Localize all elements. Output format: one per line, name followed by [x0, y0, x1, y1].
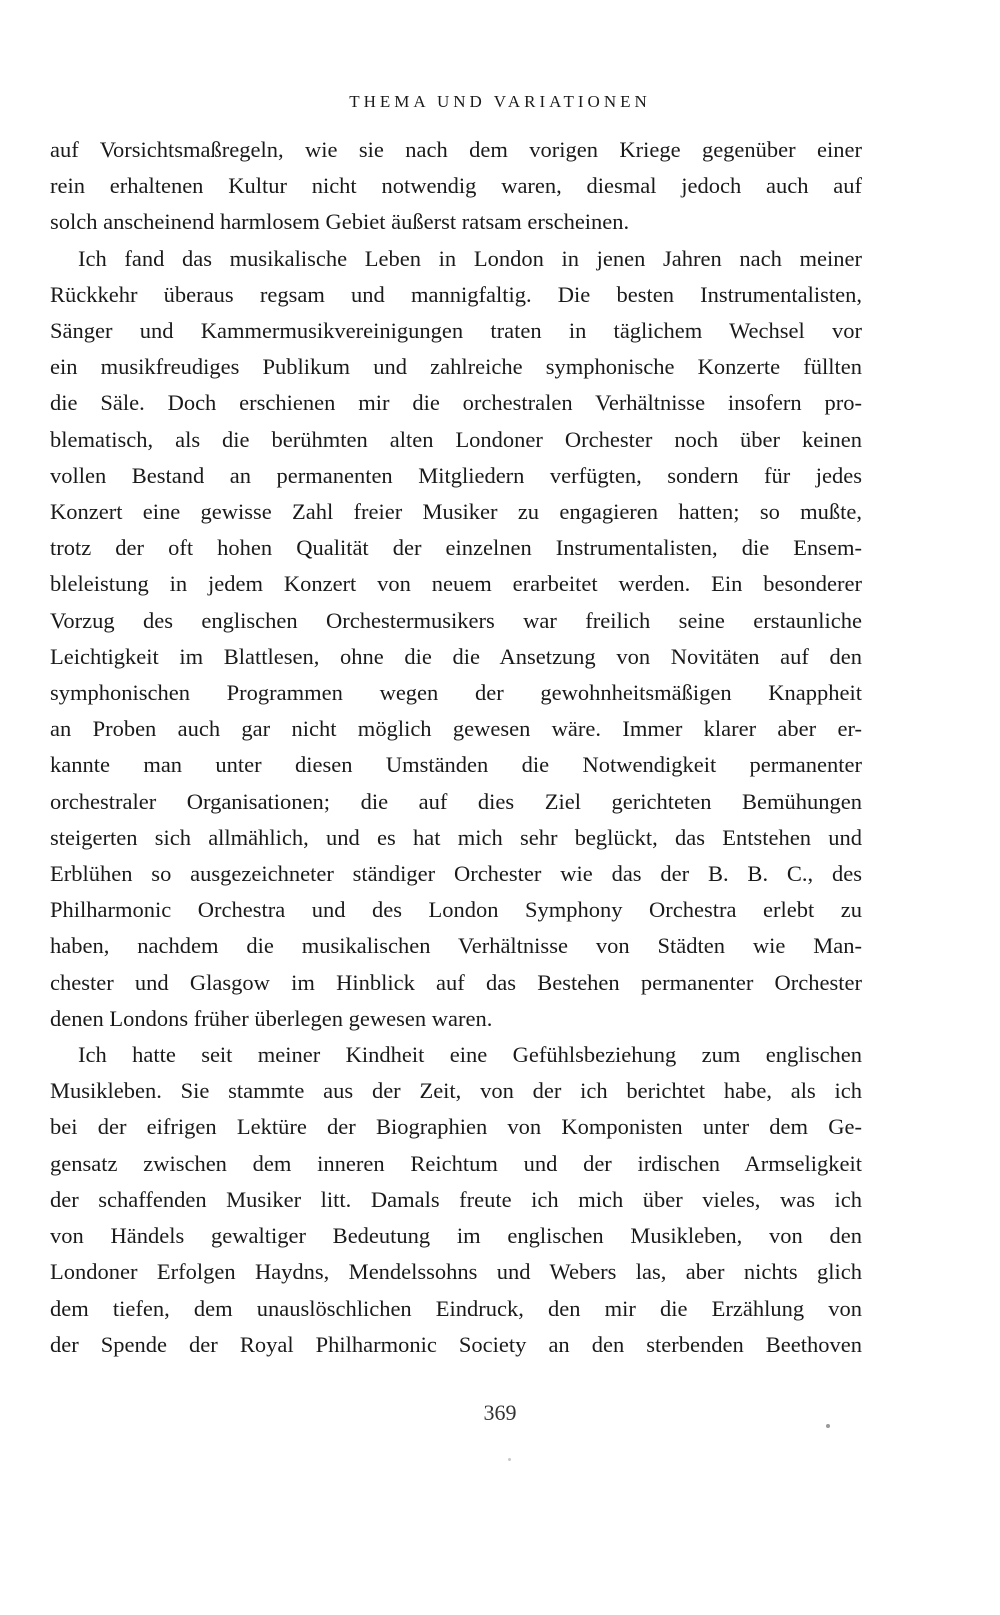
text-line: der Spende der Royal Philharmonic Society an den sterbenden Beethoven — [50, 1331, 862, 1357]
text-line: vollen Bestand an permanenten Mitgliedern verfügten, sondern für jedes — [50, 462, 862, 488]
text-line: Konzert eine gewisse Zahl freier Musiker zu engagieren hatten; so mußte, — [50, 499, 862, 525]
text-line: die Säle. Doch erschienen mir die orchestralen Verhältnisse insofern pro- — [50, 390, 862, 416]
text-line: Sänger und Kammermusikvereinigungen traten in täglichem Wechsel vor — [50, 318, 862, 344]
text-line: Musikleben. Sie stammte aus der Zeit, von der ich berichtet habe, als ich — [50, 1078, 862, 1104]
text-line: chester und Glasgow im Hinblick auf das Bestehen permanenter Orchester — [50, 969, 862, 995]
text-line: Ich hatte seit meiner Kindheit eine Gefühlsbeziehung zum englischen — [78, 1042, 862, 1068]
text-line: an Proben auch gar nicht möglich gewesen wäre. Immer klarer aber er- — [50, 716, 862, 742]
text-line: orchestraler Organisationen; die auf dies Ziel gerichteten Bemühungen — [50, 788, 862, 814]
paragraph-3 — [50, 1037, 862, 1363]
text-line: kannte man unter diesen Umständen die Notwendigkeit permanenter — [50, 752, 862, 778]
body-text — [50, 132, 862, 1363]
text-line: Londoner Erfolgen Haydns, Mendelssohns und Webers las, aber nichts glich — [50, 1259, 862, 1285]
text-line: trotz der oft hohen Qualität der einzelnen Instrumentalisten, die Ensem- — [50, 535, 862, 561]
text-line: bleleistung in jedem Konzert von neuem erarbeitet werden. Ein besonderer — [50, 571, 862, 597]
text-line: der schaffenden Musiker litt. Damals freute ich mich über vieles, was ich — [50, 1186, 862, 1212]
text-line: blematisch, als die berühmten alten Londoner Orchester noch über keinen — [50, 426, 862, 452]
text-line: steigerten sich allmählich, und es hat mich sehr beglückt, das Entstehen und — [50, 824, 862, 850]
text-line: dem tiefen, dem unauslöschlichen Eindruck, den mir die Erzählung von — [50, 1295, 862, 1321]
text-line: solch anscheinend harmlosem Gebiet äußerst ratsam erscheinen. — [50, 209, 630, 235]
text-line: Leichtigkeit im Blattlesen, ohne die die Ansetzung von Novitäten auf den — [50, 643, 862, 669]
text-line: Erblühen so ausgezeichneter ständiger Orchester wie das der B. B. C., des — [50, 861, 862, 887]
text-line: rein erhaltenen Kultur nicht notwendig waren, diesmal jedoch auch auf — [50, 173, 862, 199]
text-line: Philharmonic Orchestra und des London Symphony Orchestra erlebt zu — [50, 897, 862, 923]
text-line: denen Londons früher überlegen gewesen waren. — [50, 1005, 493, 1031]
paragraph-2 — [50, 241, 862, 1037]
running-head: THEMA UND VARIATIONEN — [349, 92, 651, 111]
text-line: ein musikfreudiges Publikum und zahlreiche symphonische Konzerte füllten — [50, 354, 862, 380]
text-line: bei der eifrigen Lektüre der Biographien von Komponisten unter dem Ge- — [50, 1114, 862, 1140]
page-number: 369 — [483, 1400, 517, 1425]
text-line: Vorzug des englischen Orchestermusikers war freilich seine erstaunliche — [50, 607, 862, 633]
print-speck — [508, 1458, 511, 1461]
text-line: symphonischen Programmen wegen der gewohnheitsmäßigen Knappheit — [50, 680, 862, 706]
text-line: haben, nachdem die musikalischen Verhältnisse von Städten wie Man- — [50, 933, 862, 959]
text-line: gensatz zwischen dem inneren Reichtum und der irdischen Armseligkeit — [50, 1150, 862, 1176]
text-line: Ich fand das musikalische Leben in London in jenen Jahren nach meiner — [78, 245, 862, 271]
text-line: auf Vorsichtsmaßregeln, wie sie nach dem vorigen Kriege gegenüber einer — [50, 137, 862, 162]
paragraph-1 — [50, 132, 862, 241]
print-speck — [826, 1424, 830, 1428]
text-line: Rückkehr überaus regsam und mannigfaltig. Die besten Instrumentalisten, — [50, 281, 862, 307]
text-line: von Händels gewaltiger Bedeutung im englischen Musikleben, von den — [50, 1223, 862, 1249]
